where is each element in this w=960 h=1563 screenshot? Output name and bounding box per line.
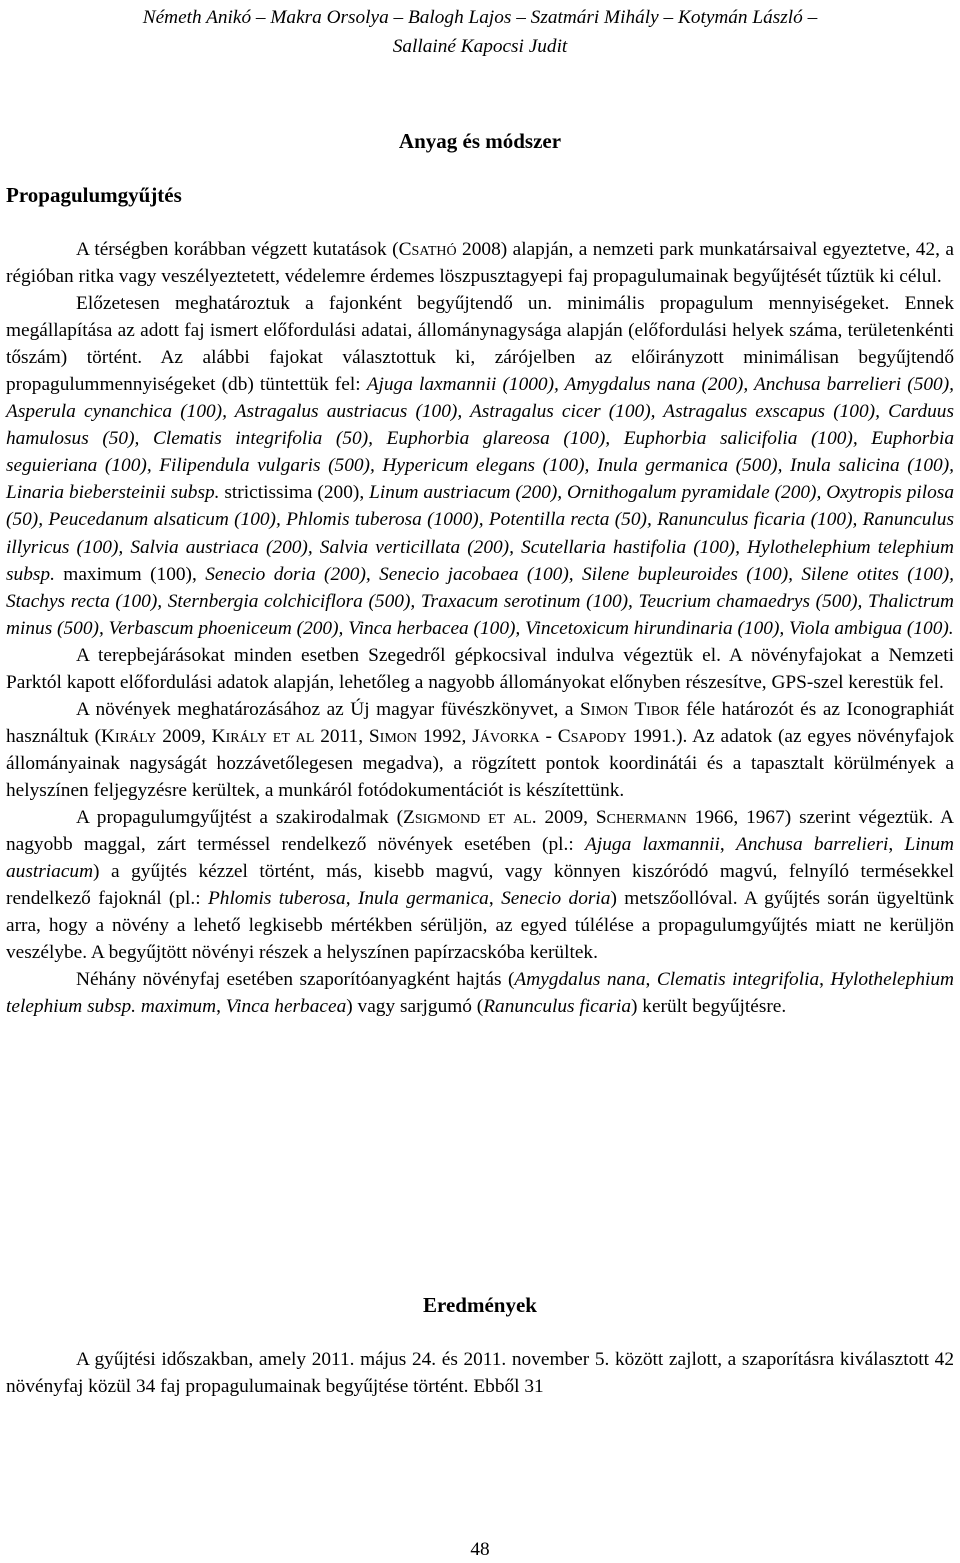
text-run: ) vagy sarjgumó ( bbox=[346, 996, 484, 1018]
author-name: sapody bbox=[570, 725, 627, 747]
section-title-results: Eredmények bbox=[423, 1293, 537, 1317]
text-run: , bbox=[888, 834, 905, 856]
species-list: Ajuga laxmannii (1000), Amygdalus nana (200), Anchusa barrelieri (500), Asperula cynanchica (100), Astragalus austriacus (100), Astragalus cicer (100), Astragalus exscapus (100), Carduus hamulosus (50), Clematis integrifolia (50), Euphorbia glareosa (100), Euphorbia salicifolia (100), Euphorbia seguieriana (100), Filipendula vulgaris (500), Hypericum elegans (100), Inula germanica (500), Inula salicina (100), Linaria biebersteinii subsp. bbox=[6, 374, 954, 504]
text-run: Előzetesen meghatároztuk a fajonként begyűjtendő un. minimális propagulum mennyiségeket. Ennek megállapítása az adott faj ismert előfordulási adatai, állománynagysága alapján (előfordulási helyek száma, területenkénti tőszám) történt. Az alábbi fajokat választottuk ki, zárójelben az előirányzott minimálisan begyűjtendő propagulummennyiségeket (db) tüntettük fel: bbox=[6, 293, 954, 396]
author-name: irály et al bbox=[225, 725, 315, 747]
paragraph-species-list bbox=[6, 290, 954, 642]
text-run: , bbox=[216, 996, 226, 1018]
subsection-title-collection: Propagulumgyűjtés bbox=[6, 183, 182, 207]
authors-line-2: Sallainé Kapocsi Judit bbox=[392, 36, 568, 57]
species-name: Ajuga laxmannii bbox=[585, 834, 720, 856]
text-run: . 2009, S bbox=[531, 806, 607, 828]
text-run: 2008) alapján, a nemzeti park munkatársaival egyeztetve, 42, a régióban ritka vagy veszélyeztetett, védelemre érdemes löszpusztagyepi faj propagulumainak begyűjtését tűztük ki célul. bbox=[6, 239, 955, 288]
species-list: Linum austriacum (200), Ornithogalum pyramidale (200), Oxytropis pilosa (50), Peucedanum alsaticum (100), Phlomis tuberosa (1000), Potentilla recta (50), Ranunculus ficaria (100), Ranunculus illyricus (100), Salvia austriaca (200), Salvia verticillata (200), Scutellaria hastifolia (100), Hylothelephium telephium subsp. bbox=[6, 482, 954, 585]
species-name: Hylothelephium telephium subsp. maximum bbox=[6, 969, 955, 1018]
results-body bbox=[6, 1346, 954, 1400]
text-run: féle határozót és az Iconographiát használtuk (K bbox=[6, 698, 954, 747]
text-run: , bbox=[645, 969, 657, 991]
section-title-methods: Anyag és módszer bbox=[398, 129, 562, 153]
page-number: 48 bbox=[470, 1539, 490, 1560]
author-name: chermann bbox=[606, 806, 687, 828]
text-run: Néhány növényfaj esetében szaporítóanyagként hajtás ( bbox=[76, 969, 515, 991]
text-run: , bbox=[719, 834, 737, 856]
paragraph-results: A gyűjtési időszakban, amely 2011. május 24. és 2011. november 5. között zajlott, a szaporításra kiválasztott 42 növényfaj közül 34 faj propagulumainak begyűjtése történt. Ebből 31 bbox=[6, 1349, 954, 1398]
author-name: imon bbox=[590, 698, 629, 720]
species-name: Vinca herbacea bbox=[225, 996, 347, 1018]
species-name: Amygdalus nana bbox=[514, 969, 646, 991]
text-run: 2009, K bbox=[156, 725, 226, 747]
species-name: Phlomis tuberosa bbox=[207, 888, 346, 910]
paragraph-intro bbox=[6, 236, 954, 290]
text-run: 1992, J bbox=[417, 725, 480, 747]
author-name: sathó bbox=[411, 239, 457, 260]
author-name: sigmond et al bbox=[414, 806, 532, 828]
methods-body bbox=[6, 236, 954, 1020]
author-name: imon bbox=[379, 725, 418, 747]
author-name: ibor bbox=[646, 698, 680, 720]
text-run: maximum (100), bbox=[54, 563, 206, 585]
authors-line-1: Németh Anikó – Makra Orsolya – Balogh Lajos – Szatmári Mihály – Kotymán László – bbox=[142, 7, 818, 28]
species-name: Senecio doria bbox=[501, 888, 611, 910]
species-list: Senecio doria (200), Senecio jacobaea (100), Silene bupleuroides (100), Silene otites (100), Stachys recta (100), Sternbergia colchiciflora (500), Traxacum serotinum (100), Teucrium chamaedrys (500), Thalictrum minus (500), Verbascum phoeniceum (200), Vinca herbacea (100), Vincetoxicum hirundinaria (100), Viola ambigua (100). bbox=[6, 563, 954, 639]
text-run: ) a gyűjtés kézzel történt, más, kisebb magvú, vagy könnyen kiszóródó magvú, felnyíló termésekkel rendelkező fajoknál (pl.: bbox=[6, 861, 954, 910]
species-name: Clematis integrifolia bbox=[656, 969, 820, 991]
text-run: A propagulumgyűjtést a szakirodalmak (Z bbox=[76, 806, 415, 828]
paragraph-identification bbox=[6, 696, 954, 804]
document-page bbox=[6, 0, 954, 1563]
paragraph-vegetative-propagules bbox=[6, 966, 954, 1020]
species-name: Ranunculus ficaria bbox=[483, 996, 631, 1018]
paragraph-field-trips: A terepbejárásokat minden esetben Szegedről gépkocsival indulva végeztük el. A növényfajokat a Nemzeti Parktól kapott előfordulási adatok alapján, lehetőleg a nagyobb állományokat előnyben részesítve, GPS-szel kerestük fel. bbox=[6, 644, 954, 693]
text-run: , bbox=[345, 888, 358, 910]
text-run: 2011, S bbox=[314, 725, 380, 747]
text-run: strictissima (200), bbox=[219, 482, 370, 504]
text-run: ) metszőollóval. A gyűjtés során ügyeltünk arra, hogy a növény a lehető legkisebb mértékben sérüljön, az egyed túlélése a propagulumgyűjtés miatt ne kerüljön veszélybe. A begyűjtött növényi részek a helyszínen papírzacskóba kerültek. bbox=[6, 888, 955, 964]
text-run: T bbox=[628, 698, 647, 720]
text-run: , bbox=[488, 888, 502, 910]
text-run: - C bbox=[539, 725, 571, 747]
text-run: A térségben korábban végzett kutatások (C bbox=[76, 239, 412, 260]
text-run: A növények meghatározásához az Új magyar füvészkönyvet, a S bbox=[76, 698, 591, 720]
author-name: ávorka bbox=[479, 725, 540, 747]
species-name: Anchusa barrelieri bbox=[736, 834, 889, 856]
text-run: , bbox=[819, 969, 831, 991]
running-head bbox=[6, 3, 954, 61]
paragraph-collection-method bbox=[6, 804, 954, 966]
text-run: 1966, 1967) szerint végeztük. A nagyobb maggal, zárt terméssel rendelkező növények esetében (pl.: bbox=[6, 806, 954, 856]
author-name: irály bbox=[114, 725, 157, 747]
text-run: ) került begyűjtésre. bbox=[631, 996, 787, 1018]
text-run: 1991.). Az adatok (az egyes növényfajok állományainak nagyságát hozzávetőlegesen megadva), a rögzített pontok koordinátái és a tapasztalt körülmények a helyszínen feljegyzésre kerültek, a munkáról fotódokumentációt is készítettünk. bbox=[6, 725, 955, 801]
species-name: Inula germanica bbox=[357, 888, 489, 910]
species-name: Linum austriacum bbox=[6, 834, 954, 883]
